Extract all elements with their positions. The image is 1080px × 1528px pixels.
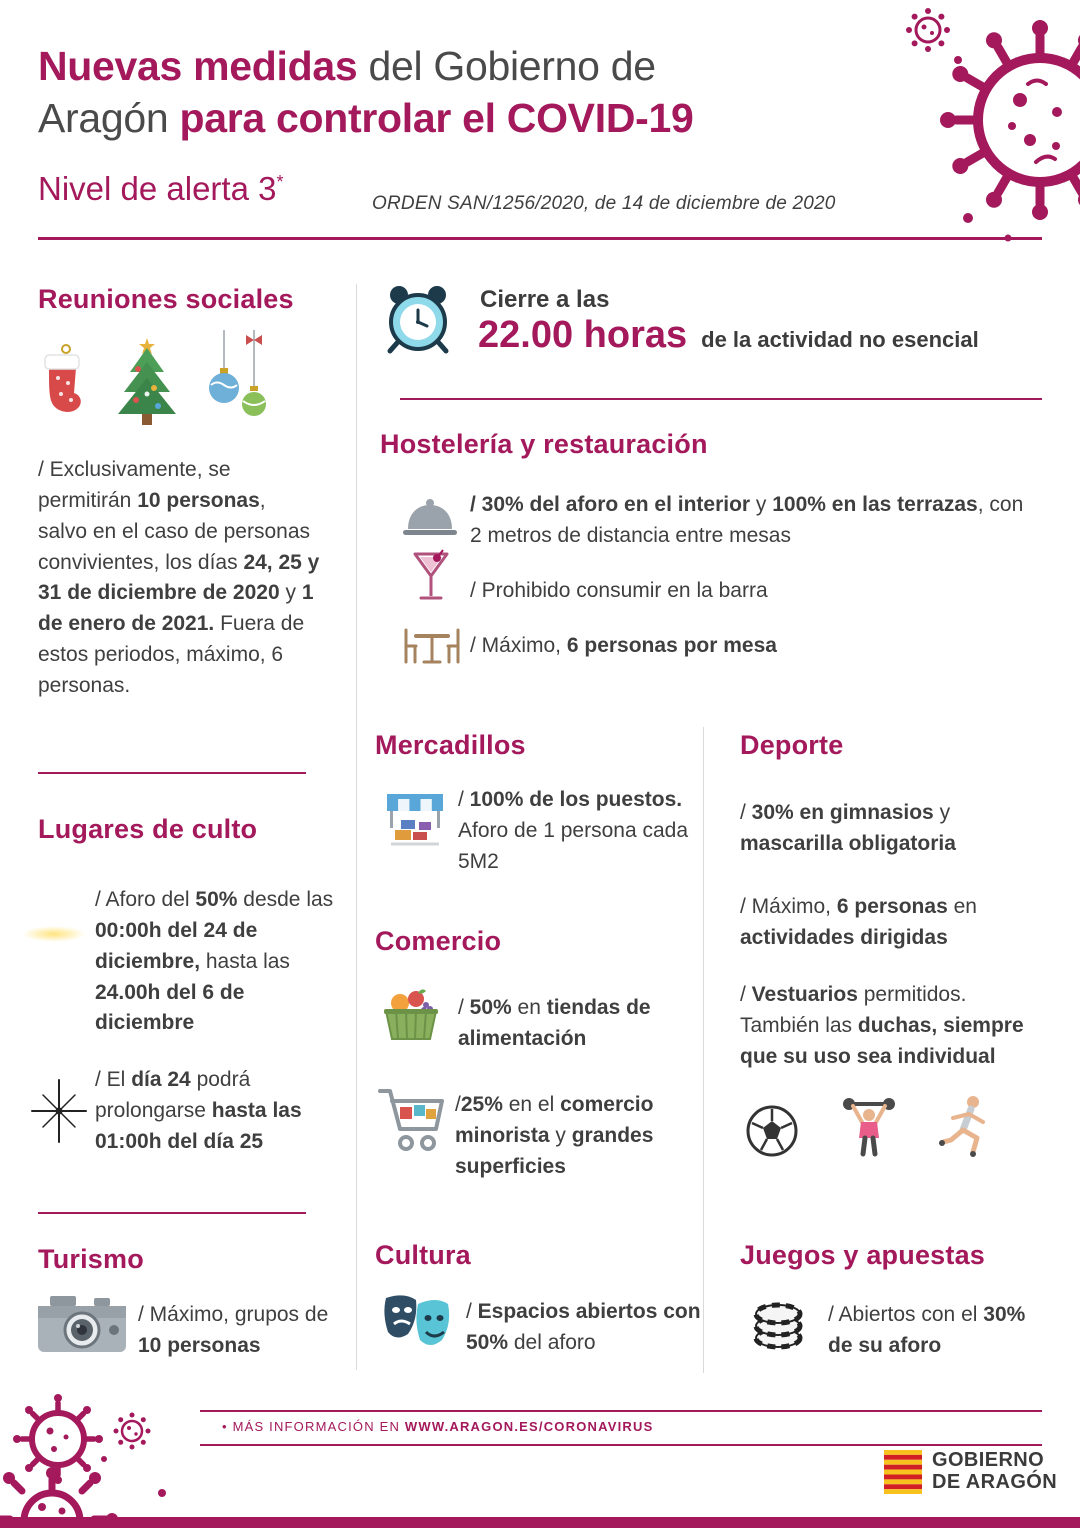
christmas-icons-row [36,330,274,434]
header-divider [38,237,1042,240]
juegos-item: / Abiertos con el 30% de su aforo [828,1303,1026,1357]
market-stall-icon [383,792,447,857]
lugares-item-2: / El día 24 podrá prolongarse hasta las 01:00h del día 25 [95,1068,302,1153]
logo-line-1: GOBIERNO [932,1449,1045,1472]
cloche-icon [402,495,458,546]
theater-masks-icon [380,1290,454,1359]
alert-footnote-mark: * [276,172,284,192]
page-title-line-2: Aragón para controlar el COVID-19 [38,95,694,142]
virus-icon [0,1393,190,1528]
left-column-divider-1 [38,772,306,774]
virus-decoration-top-right [880,0,1080,300]
sparkle-star-icon [30,1078,88,1149]
logo-text [932,1450,1057,1493]
page-title-line-1: Nuevas medidas del Gobierno de [38,43,656,89]
closure-suffix: de la actividad no esencial [701,327,979,352]
shopping-cart-icon [376,1085,448,1164]
column-divider-left [356,284,357,1370]
page-title [38,40,878,144]
logo-line-2: DE ARAGÓN [932,1471,1058,1493]
footer-info: • MÁS INFORMACIÓN EN WWW.ARAGON.ES/CORONAVIRUS [222,1419,654,1434]
section-heading-cultura: Cultura [375,1240,471,1270]
sports-icons-row [745,1092,991,1158]
camera-icon [36,1292,128,1361]
cultura-item: / Espacios abiertos con 50% del aforo [466,1300,701,1354]
hosteleria-item-2: / Prohibido consumir en la barra [470,579,768,602]
alert-level [38,170,283,208]
mercadillos-item: / 100% de los puestos. Aforo de 1 persona cada 5M2 [458,788,688,873]
comercio-item-1: / 50% en tiendas de alimentación [458,996,651,1050]
deporte-item-2: / Máximo, 6 personas en actividades dirigidas [740,895,977,949]
gobierno-aragon-logo [884,1450,1057,1494]
reuniones-body: / Exclusivamente, se permitirán 10 personas, salvo en el caso de personas convivientes, los días 24, 25 y 31 de diciembre de 2020 y 1 de enero de 2021. Fuera de estos periodos, máximo, 6 personas. [38,458,320,698]
stocking-icon [36,342,92,434]
comercio-item-2: /25% en el comercio minorista y grandes superficies [455,1093,654,1178]
footer-divider-bottom [200,1444,1042,1446]
column-divider-right [703,727,704,1373]
section-heading-juegos: Juegos y apuestas [740,1240,986,1270]
closure-line [478,314,1038,357]
footer-divider-top [200,1410,1042,1412]
closure-time: 22.00 horas [478,314,688,356]
table-chairs-icon [400,622,464,675]
hosteleria-item-3: / Máximo, 6 personas por mesa [470,634,777,657]
runner-icon [939,1092,991,1158]
alert-level-text: Nivel de alerta 3 [38,170,277,207]
deporte-item-3: / Vestuarios permitidos. También las duchas, siempre que su uso sea individual [740,983,1024,1068]
section-heading-reuniones: Reuniones sociales [38,284,294,314]
alarm-clock-icon [382,282,454,359]
closure-divider [400,398,1042,400]
poker-chips-icon [748,1292,808,1359]
section-heading-mercadillos: Mercadillos [375,730,526,760]
christmas-tree-icon [108,336,186,434]
section-heading-lugares: Lugares de culto [38,814,258,844]
turismo-item: / Máximo, grupos de 10 personas [138,1303,329,1357]
food-basket-icon [380,985,442,1050]
deporte-item-1: / 30% en gimnasios y mascarilla obligatoria [740,801,956,855]
aragon-flag-icon [884,1450,922,1494]
bottom-accent-bar [0,1517,1080,1528]
order-reference: ORDEN SAN/1256/2020, de 14 de diciembre de 2020 [372,193,836,214]
lugares-item-1: / Aforo del 50% desde las 00:00h del 24 de diciembre, hasta las 24.00h del 6 de diciembre [95,888,334,1035]
virus-decoration-bottom-left [0,1393,190,1528]
closure-intro: Cierre a las [480,286,610,313]
baubles-icon [202,330,274,428]
cocktail-icon [410,548,452,611]
section-heading-hosteleria: Hostelería y restauración [380,429,708,459]
left-column-divider-2 [38,1212,306,1214]
section-heading-turismo: Turismo [38,1244,144,1274]
weightlifter-icon [841,1092,897,1158]
virus-icon [880,0,1080,300]
soccer-ball-icon [745,1104,799,1158]
section-heading-deporte: Deporte [740,730,844,760]
candle-glow-icon [22,926,86,942]
hosteleria-item-1: / 30% del aforo en el interior y 100% en las terrazas, con 2 metros de distancia entre mesas [470,493,1024,547]
section-heading-comercio: Comercio [375,926,502,956]
